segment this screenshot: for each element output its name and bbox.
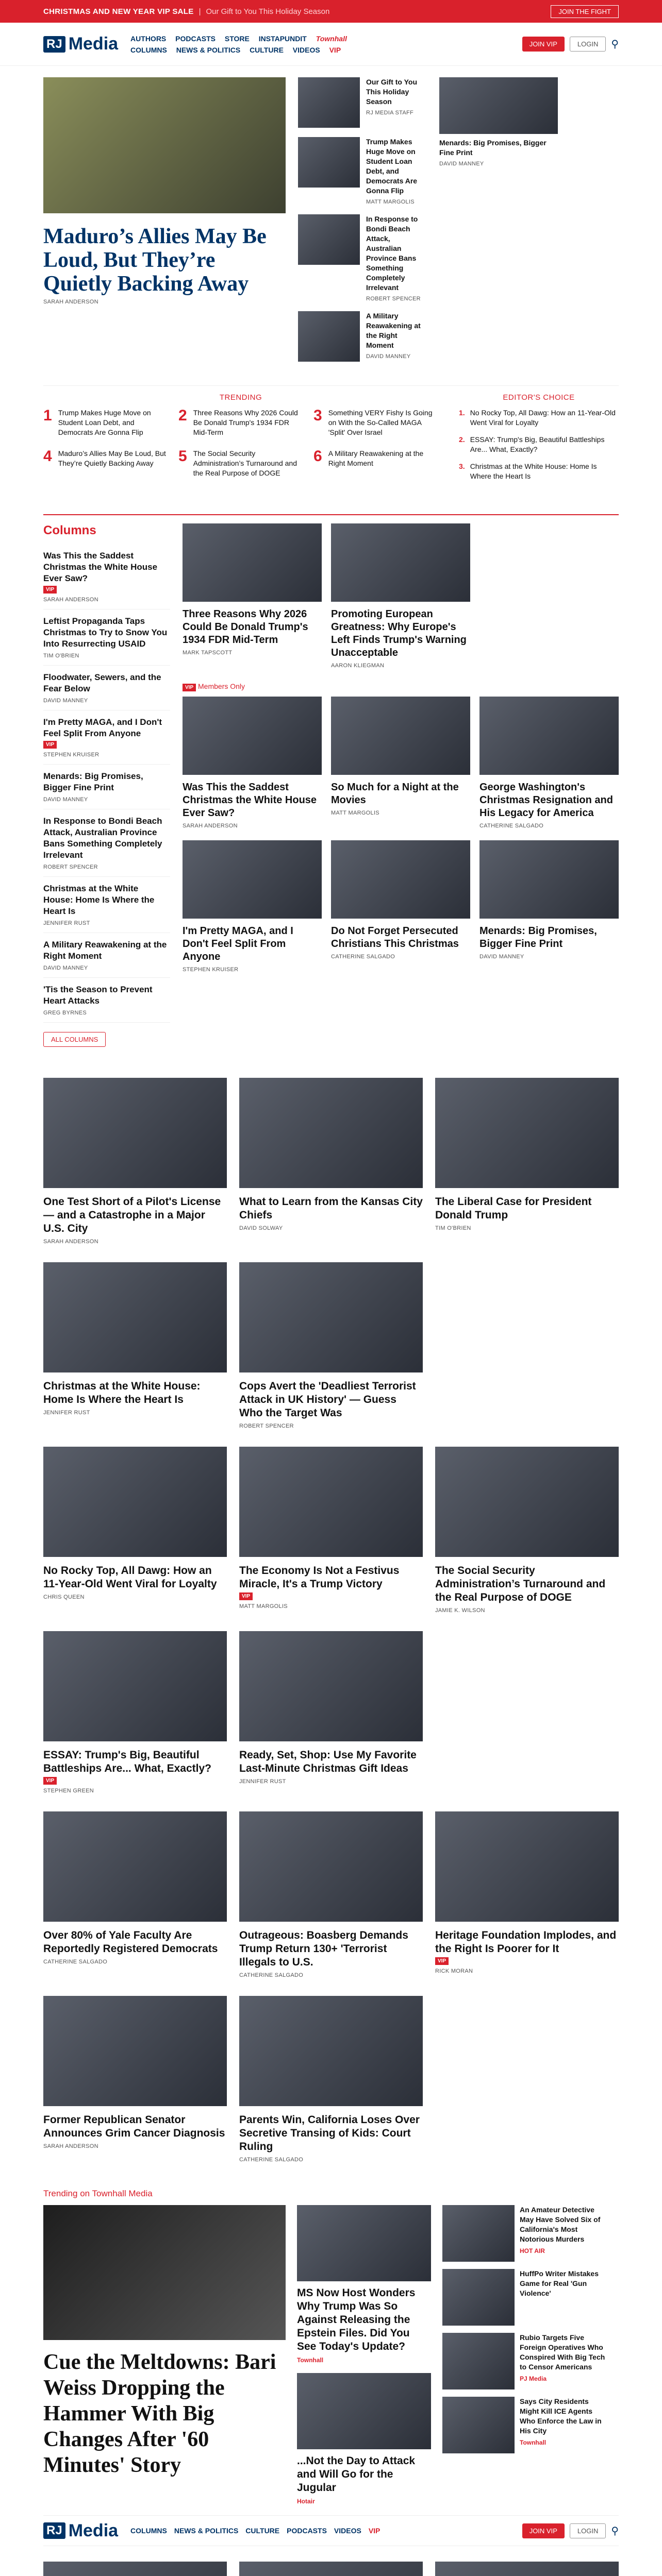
- nav-columns[interactable]: COLUMNS: [130, 45, 167, 54]
- nav-store[interactable]: STORE: [224, 34, 250, 43]
- story-title[interactable]: Promoting European Greatness: Why Europe's Left Finds Trump's Warning Unacceptable: [331, 608, 467, 658]
- promo-bar: [0, 0, 662, 23]
- logo-media: Media: [68, 2520, 119, 2540]
- story-title[interactable]: George Washington's Christmas Resignation and His Legacy for America: [479, 782, 613, 819]
- story-author[interactable]: RICK MORAN: [435, 1968, 473, 1974]
- trending-title[interactable]: Three Reasons Why 2026 Could Be Donald Trump's 1934 FDR Mid-Term: [193, 409, 298, 436]
- story-author[interactable]: TIM O'BRIEN: [435, 1225, 471, 1231]
- story-card[interactable]: [435, 2562, 619, 2576]
- column-item[interactable]: [43, 933, 170, 978]
- story-thumbnail[interactable]: [442, 2397, 515, 2453]
- promo-gift-link[interactable]: Our Gift to You This Holiday Season: [206, 7, 330, 16]
- logo-rj: RJ: [43, 36, 65, 53]
- story-image[interactable]: [297, 2373, 431, 2449]
- story-author[interactable]: MATT MARGOLIS: [331, 810, 379, 816]
- story-image[interactable]: [43, 2205, 286, 2340]
- story-title[interactable]: Cue the Meltdowns: Bari Weiss Dropping the Hammer With Big Changes After '60 Minutes' Story: [43, 2350, 276, 2477]
- hero-author[interactable]: SARAH ANDERSON: [43, 299, 98, 305]
- trending-number: 1: [43, 407, 52, 424]
- story-card[interactable]: [239, 1811, 423, 1978]
- columns-section: [43, 514, 619, 1047]
- story-source[interactable]: PJ Media: [520, 2375, 547, 2382]
- join-vip-button[interactable]: JOIN VIP: [522, 2523, 565, 2538]
- nav-vip[interactable]: VIP: [368, 2527, 380, 2535]
- story-image[interactable]: [43, 1447, 227, 1557]
- search-icon[interactable]: ⚲: [611, 39, 619, 50]
- story-author[interactable]: RJ MEDIA STAFF: [366, 110, 414, 116]
- featured-grid: [183, 523, 619, 1047]
- hero-headline[interactable]: Maduro’s Allies May Be Loud, But They’re Quietly Backing Away: [43, 225, 267, 296]
- story-author[interactable]: JENNIFER RUST: [43, 1410, 90, 1416]
- all-columns-button[interactable]: ALL COLUMNS: [43, 1032, 106, 1047]
- column-item[interactable]: [43, 710, 170, 765]
- trending-item[interactable]: [313, 408, 438, 437]
- column-title[interactable]: Menards: Big Promises, Bigger Fine Print: [43, 771, 143, 792]
- story-source[interactable]: Townhall: [520, 2439, 547, 2446]
- main-nav: [130, 33, 354, 56]
- nav-instapundit[interactable]: INSTAPUNDIT: [258, 34, 307, 43]
- townhall-item[interactable]: [297, 2205, 431, 2364]
- trending-item[interactable]: [43, 408, 168, 437]
- story-title[interactable]: MS Now Host Wonders Why Trump Was So Against Releasing the Epstein Files. Did You See Today's Update?: [297, 2287, 416, 2352]
- story-thumbnail[interactable]: [442, 2205, 515, 2262]
- column-item[interactable]: [43, 877, 170, 933]
- story-image[interactable]: [239, 1447, 423, 1557]
- column-author[interactable]: GREG BYRNES: [43, 1010, 87, 1016]
- townhall-item[interactable]: [297, 2373, 431, 2505]
- column-item[interactable]: [43, 809, 170, 877]
- editors-number: 2.: [459, 435, 465, 444]
- townhall-item[interactable]: [442, 2269, 607, 2326]
- members-only-label: Members Only: [198, 682, 245, 690]
- site-header: [0, 23, 662, 66]
- vip-badge: VIP: [43, 1777, 57, 1785]
- story-image[interactable]: [435, 2562, 619, 2576]
- members-card[interactable]: [479, 840, 619, 973]
- story-card-empty: [435, 1631, 619, 1794]
- story-card[interactable]: [435, 1447, 619, 1614]
- hero-side-list: [298, 77, 427, 362]
- column-author[interactable]: JENNIFER RUST: [43, 920, 90, 926]
- story-image[interactable]: [331, 840, 470, 919]
- story-author[interactable]: CATHERINE SALGADO: [479, 823, 544, 829]
- nav-culture[interactable]: CULTURE: [250, 45, 284, 54]
- trending-section: [43, 385, 619, 488]
- column-item[interactable]: [43, 765, 170, 809]
- story-title[interactable]: Rubio Targets Five Foreign Operatives Who Conspired With Big Tech to Censor Americans: [520, 2333, 605, 2371]
- story-author[interactable]: CHRIS QUEEN: [43, 1594, 85, 1600]
- column-item[interactable]: [43, 609, 170, 666]
- story-card[interactable]: [435, 1078, 619, 1245]
- editors-item[interactable]: [459, 462, 619, 481]
- column-title[interactable]: In Response to Bondi Beach Attack, Australian Province Bans Something Completely Irrelevant: [43, 816, 162, 860]
- story-thumbnail[interactable]: [442, 2333, 515, 2389]
- story-card-empty: [435, 1262, 619, 1429]
- column-author[interactable]: ROBERT SPENCER: [43, 864, 98, 870]
- column-author[interactable]: STEPHEN KRUISER: [43, 752, 100, 758]
- nav-vip[interactable]: VIP: [329, 45, 341, 54]
- site-logo[interactable]: [43, 34, 118, 54]
- story-image[interactable]: [331, 697, 470, 775]
- story-author[interactable]: MATT MARGOLIS: [239, 1603, 288, 1609]
- story-title[interactable]: HuffPo Writer Mistakes Game for Real 'Gun Violence': [520, 2269, 599, 2297]
- story-card[interactable]: [331, 523, 470, 669]
- sticky-header: [43, 2515, 619, 2546]
- search-icon[interactable]: ⚲: [611, 2525, 619, 2537]
- story-image[interactable]: [43, 1262, 227, 1372]
- nav-podcasts[interactable]: PODCASTS: [287, 2527, 327, 2535]
- townhall-right: [442, 2205, 607, 2505]
- story-title[interactable]: No Rocky Top, All Dawg: How an 11-Year-Old Went Viral for Loyalty: [43, 1565, 217, 1590]
- story-thumbnail[interactable]: [439, 77, 558, 134]
- story-image[interactable]: [239, 1996, 423, 2106]
- story-card[interactable]: [239, 1447, 423, 1614]
- townhall-item[interactable]: [442, 2397, 607, 2453]
- story-card[interactable]: [43, 1262, 227, 1429]
- join-the-fight-button[interactable]: JOIN THE FIGHT: [551, 5, 619, 18]
- editors-title[interactable]: No Rocky Top, All Dawg: How an 11-Year-Old Went Viral for Loyalty: [470, 409, 616, 427]
- promo-separator: |: [198, 7, 201, 16]
- story-author[interactable]: DAVID MANNEY: [366, 353, 411, 360]
- nav-news-politics[interactable]: NEWS & POLITICS: [174, 2527, 239, 2535]
- vip-badge: VIP: [239, 1592, 253, 1600]
- editors-choice-heading: EDITOR'S CHOICE: [503, 393, 575, 402]
- nav-townhall[interactable]: Townhall: [316, 34, 347, 43]
- promo-title: CHRISTMAS AND NEW YEAR VIP SALE: [43, 7, 194, 16]
- vip-badge: VIP: [435, 1957, 449, 1965]
- hero-main-story[interactable]: [43, 77, 286, 362]
- story-title[interactable]: Parents Win, California Loses Over Secretive Transing of Kids: Court Ruling: [239, 2114, 420, 2153]
- editors-title[interactable]: Christmas at the White House: Home Is Where the Heart Is: [470, 462, 597, 480]
- members-only-heading: [183, 682, 619, 691]
- story-author[interactable]: AARON KLIEGMAN: [331, 663, 385, 669]
- story-grid: [43, 1078, 619, 2163]
- story-title[interactable]: The Liberal Case for President Donald Trump: [435, 1196, 592, 1221]
- story-card[interactable]: [43, 1811, 227, 1978]
- members-card[interactable]: [331, 840, 470, 973]
- story-image[interactable]: [183, 840, 322, 919]
- story-title[interactable]: Christmas at the White House: Home Is Where the Heart Is: [43, 1380, 201, 1405]
- editors-title[interactable]: ESSAY: Trump's Big, Beautiful Battleships Are... What, Exactly?: [470, 435, 605, 453]
- column-title[interactable]: Christmas at the White House: Home Is Where the Heart Is: [43, 884, 155, 916]
- column-title[interactable]: Was This the Saddest Christmas the White House Ever Saw?: [43, 551, 158, 583]
- nav-videos[interactable]: VIDEOS: [292, 45, 320, 54]
- story-title[interactable]: Outrageous: Boasberg Demands Trump Return 130+ 'Terrorist Illegals to U.S.: [239, 1929, 408, 1968]
- column-item[interactable]: [43, 666, 170, 710]
- logo-media: Media: [68, 34, 119, 54]
- story-thumbnail[interactable]: [442, 2269, 515, 2326]
- trending-number: 2: [178, 407, 187, 424]
- story-card[interactable]: [239, 1078, 423, 1245]
- column-author[interactable]: DAVID MANNEY: [43, 796, 88, 803]
- story-author[interactable]: CATHERINE SALGADO: [43, 1959, 108, 1965]
- story-image[interactable]: [435, 1078, 619, 1188]
- story-author[interactable]: SARAH ANDERSON: [43, 2143, 98, 2149]
- trending-title[interactable]: A Military Reawakening at the Right Moment: [328, 449, 424, 467]
- story-title[interactable]: Ready, Set, Shop: Use My Favorite Last-Minute Christmas Gift Ideas: [239, 1749, 417, 1774]
- column-title[interactable]: Leftist Propaganda Taps Christmas to Try to Snow You Into Resurrecting USAID: [43, 616, 168, 649]
- hero-side-item[interactable]: [298, 137, 427, 205]
- story-thumbnail[interactable]: [298, 137, 360, 188]
- trending-title[interactable]: Trump Makes Huge Move on Student Loan Debt, and Democrats Are Gonna Flip: [58, 409, 151, 436]
- townhall-mid: [297, 2205, 431, 2505]
- story-image[interactable]: [297, 2205, 431, 2281]
- story-card[interactable]: [43, 2562, 227, 2576]
- login-button[interactable]: LOGIN: [570, 2523, 606, 2538]
- members-card[interactable]: [183, 697, 322, 829]
- story-title[interactable]: Three Reasons Why 2026 Could Be Donald Trump's 1934 FDR Mid-Term: [183, 608, 308, 646]
- story-title[interactable]: Our Gift to You This Holiday Season: [366, 78, 418, 106]
- site-logo[interactable]: [43, 2521, 118, 2541]
- story-author[interactable]: ROBERT SPENCER: [239, 1423, 294, 1429]
- nav-news-politics[interactable]: NEWS & POLITICS: [176, 45, 241, 54]
- column-title[interactable]: I'm Pretty MAGA, and I Don't Feel Split From Anyone: [43, 717, 162, 738]
- story-image[interactable]: [479, 697, 619, 775]
- vip-badge: VIP: [43, 741, 57, 749]
- story-author[interactable]: SARAH ANDERSON: [183, 823, 238, 829]
- story-thumbnail[interactable]: [298, 77, 360, 128]
- trending-item[interactable]: [43, 449, 168, 478]
- story-image[interactable]: [239, 1631, 423, 1741]
- story-title[interactable]: One Test Short of a Pilot's License — and a Catastrophe in a Major U.S. City: [43, 1196, 221, 1234]
- trending-number: 6: [313, 448, 322, 465]
- townhall-lead[interactable]: [43, 2205, 286, 2505]
- column-title[interactable]: A Military Reawakening at the Right Moment: [43, 940, 167, 961]
- story-card[interactable]: [239, 1262, 423, 1429]
- vip-badge: VIP: [183, 684, 196, 691]
- townhall-section: [43, 2205, 619, 2505]
- nav-videos[interactable]: VIDEOS: [334, 2527, 361, 2535]
- editors-item[interactable]: [459, 408, 619, 428]
- story-author[interactable]: JENNIFER RUST: [239, 1778, 286, 1785]
- editors-choice: [459, 393, 619, 488]
- members-card[interactable]: [479, 697, 619, 829]
- column-author[interactable]: DAVID MANNEY: [43, 965, 88, 971]
- trending-heading: TRENDING: [219, 393, 262, 402]
- story-image[interactable]: [331, 523, 470, 602]
- story-author[interactable]: MATT MARGOLIS: [366, 199, 415, 205]
- hero-right-item[interactable]: [439, 77, 558, 167]
- members-card[interactable]: [331, 697, 470, 829]
- story-card[interactable]: [239, 2562, 423, 2576]
- trending-number: 5: [178, 448, 187, 465]
- story-title[interactable]: Menards: Big Promises, Bigger Fine Print: [479, 925, 597, 950]
- story-title[interactable]: Says City Residents Might Kill ICE Agents Who Enforce the Law in His City: [520, 2397, 602, 2435]
- story-author[interactable]: JAMIE K. WILSON: [435, 1607, 485, 1614]
- login-button[interactable]: LOGIN: [570, 37, 606, 52]
- story-card[interactable]: [239, 1996, 423, 2163]
- story-card[interactable]: [43, 1447, 227, 1614]
- story-image[interactable]: [43, 1631, 227, 1741]
- story-title[interactable]: Do Not Forget Persecuted Christians This Christmas: [331, 925, 459, 950]
- story-title[interactable]: So Much for a Night at the Movies: [331, 782, 459, 806]
- hero-image[interactable]: [43, 77, 286, 213]
- hero-side-item[interactable]: [298, 214, 427, 302]
- nav-culture[interactable]: CULTURE: [245, 2527, 280, 2535]
- trending-item[interactable]: [178, 408, 303, 437]
- column-author[interactable]: DAVID MANNEY: [43, 698, 88, 704]
- story-author[interactable]: STEPHEN KRUISER: [183, 967, 239, 973]
- story-title[interactable]: Cops Avert the 'Deadliest Terrorist Attack in UK History' — Guess Who the Target Was: [239, 1380, 416, 1419]
- columns-list: [43, 523, 170, 1047]
- story-author[interactable]: DAVID SOLWAY: [239, 1225, 283, 1231]
- column-author[interactable]: TIM O'BRIEN: [43, 653, 79, 659]
- story-image[interactable]: [239, 1078, 423, 1188]
- trending-item[interactable]: [178, 449, 303, 478]
- story-card[interactable]: [43, 1078, 227, 1245]
- story-title[interactable]: Heritage Foundation Implodes, and the Right Is Poorer for It: [435, 1929, 617, 1955]
- story-title[interactable]: Former Republican Senator Announces Grim Cancer Diagnosis: [43, 2114, 225, 2139]
- story-image[interactable]: [43, 2562, 227, 2576]
- story-author[interactable]: CATHERINE SALGADO: [331, 954, 395, 960]
- hero-right-column: [439, 77, 558, 362]
- story-image[interactable]: [183, 523, 322, 602]
- story-author[interactable]: CATHERINE SALGADO: [239, 2157, 304, 2163]
- column-item[interactable]: [43, 544, 170, 609]
- join-vip-button[interactable]: JOIN VIP: [522, 37, 565, 52]
- story-title[interactable]: ...Not the Day to Attack and Will Go for the Jugular: [297, 2455, 416, 2494]
- story-title[interactable]: In Response to Bondi Beach Attack, Australian Province Bans Something Completely Irrelevant: [366, 215, 418, 292]
- story-image[interactable]: [43, 1078, 227, 1188]
- story-title[interactable]: What to Learn from the Kansas City Chiefs: [239, 1196, 423, 1221]
- story-title[interactable]: The Economy Is Not a Festivus Miracle, It's a Trump Victory: [239, 1565, 400, 1590]
- column-title[interactable]: Floodwater, Sewers, and the Fear Below: [43, 672, 161, 693]
- story-title[interactable]: The Social Security Administration’s Turnaround and the Real Purpose of DOGE: [435, 1565, 606, 1603]
- story-author[interactable]: ROBERT SPENCER: [366, 296, 421, 302]
- trending-title[interactable]: The Social Security Administration’s Turnaround and the Real Purpose of DOGE: [193, 449, 297, 477]
- story-card[interactable]: [435, 1811, 619, 1978]
- hero-side-item[interactable]: [298, 77, 427, 128]
- story-title[interactable]: Menards: Big Promises, Bigger Fine Print: [439, 139, 547, 157]
- nav-columns[interactable]: COLUMNS: [130, 2527, 167, 2535]
- nav-authors[interactable]: AUTHORS: [130, 34, 167, 43]
- column-item[interactable]: [43, 978, 170, 1023]
- story-source[interactable]: HOT AIR: [520, 2247, 545, 2255]
- story-image[interactable]: [239, 2562, 423, 2576]
- story-title[interactable]: Was This the Saddest Christmas the White House Ever Saw?: [183, 782, 317, 819]
- bottom-grid: [43, 2562, 619, 2576]
- story-author[interactable]: DAVID MANNEY: [479, 954, 524, 960]
- story-title[interactable]: I'm Pretty MAGA, and I Don't Feel Split From Anyone: [183, 925, 293, 962]
- editors-number: 1.: [459, 409, 465, 417]
- editors-number: 3.: [459, 462, 465, 470]
- hero-section: [43, 77, 619, 362]
- trending-number: 3: [313, 407, 322, 424]
- townhall-item[interactable]: [442, 2205, 607, 2262]
- trending-number: 4: [43, 448, 52, 465]
- story-card[interactable]: [43, 1996, 227, 2163]
- trending-item[interactable]: [313, 449, 438, 478]
- story-thumbnail[interactable]: [298, 214, 360, 265]
- nav-podcasts[interactable]: PODCASTS: [175, 34, 216, 43]
- members-card[interactable]: [183, 840, 322, 973]
- story-thumbnail[interactable]: [298, 311, 360, 362]
- columns-heading[interactable]: Columns: [43, 523, 96, 537]
- story-title[interactable]: ESSAY: Trump's Big, Beautiful Battleships Are... What, Exactly?: [43, 1749, 211, 1774]
- story-title[interactable]: A Military Reawakening at the Right Moment: [366, 312, 421, 349]
- story-image[interactable]: [479, 840, 619, 919]
- townhall-item[interactable]: [442, 2333, 607, 2389]
- story-source[interactable]: Townhall: [297, 2357, 324, 2364]
- story-image[interactable]: [43, 1811, 227, 1922]
- column-author[interactable]: SARAH ANDERSON: [43, 597, 98, 603]
- story-card[interactable]: [239, 1631, 423, 1794]
- hero-side-item[interactable]: [298, 311, 427, 362]
- story-source[interactable]: Hotair: [297, 2498, 315, 2505]
- story-image[interactable]: [435, 1447, 619, 1557]
- story-title[interactable]: An Amateur Detective May Have Solved Six of California's Most Notorious Murders: [520, 2206, 601, 2243]
- trending-title[interactable]: Something VERY Fishy Is Going on With the So-Called MAGA 'Split' Over Israel: [328, 409, 433, 436]
- townhall-heading: Trending on Townhall Media: [43, 2189, 153, 2198]
- story-author[interactable]: MARK TAPSCOTT: [183, 650, 233, 656]
- story-author[interactable]: CATHERINE SALGADO: [239, 1972, 304, 1978]
- story-author[interactable]: STEPHEN GREEN: [43, 1788, 94, 1794]
- column-title[interactable]: 'Tis the Season to Prevent Heart Attacks: [43, 985, 153, 1006]
- logo-rj: RJ: [43, 2522, 65, 2539]
- story-image[interactable]: [239, 1262, 423, 1372]
- story-image[interactable]: [435, 1811, 619, 1922]
- story-image[interactable]: [43, 1996, 227, 2106]
- story-author[interactable]: DAVID MANNEY: [439, 161, 484, 167]
- story-title[interactable]: Over 80% of Yale Faculty Are Reportedly Registered Democrats: [43, 1929, 218, 1955]
- vip-badge: VIP: [43, 586, 57, 594]
- story-title[interactable]: Trump Makes Huge Move on Student Loan Debt, and Democrats Are Gonna Flip: [366, 138, 418, 195]
- story-card[interactable]: [43, 1631, 227, 1794]
- story-image[interactable]: [183, 697, 322, 775]
- story-card[interactable]: [183, 523, 322, 669]
- story-image[interactable]: [239, 1811, 423, 1922]
- trending-title[interactable]: Maduro’s Allies May Be Loud, But They’re Quietly Backing Away: [58, 449, 166, 467]
- editors-item[interactable]: [459, 435, 619, 454]
- story-author[interactable]: SARAH ANDERSON: [43, 1239, 98, 1245]
